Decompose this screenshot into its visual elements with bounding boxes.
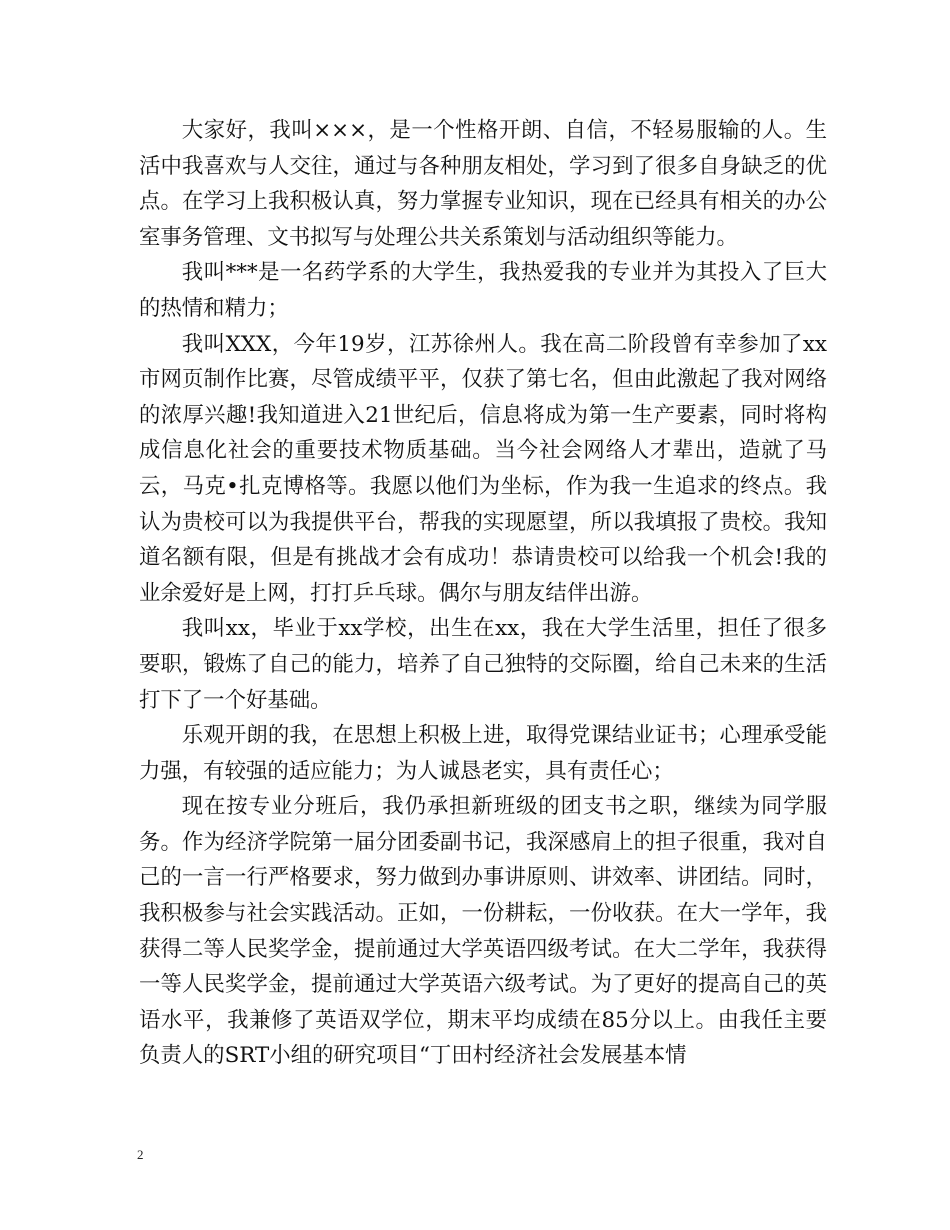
document-body <box>139 113 827 1074</box>
paragraph-4: 我叫xx，毕业于xx学校，出生在xx，我在大学生活里，担任了很多要职，锻炼了自己的能力，培养了自己独特的交际圈，给自己未来的生活打下了一个好基础。 <box>139 616 827 713</box>
page-number: 2 <box>137 1147 144 1162</box>
paragraph-6: 现在按专业分班后，我仍承担新班级的团支书之职，继续为同学服务。作为经济学院第一届分团委副书记，我深感肩上的担子很重，我对自己的一言一行严格要求，努力做到办事讲原则、讲效率、讲团结。同时，我积极参与社会实践活动。正如，一份耕耘，一份收获。在大一学年，我获得二等人民奖学金，提前通过大学英语四级考试。在大二学年，我获得一等人民奖学金，提前通过大学英语六级考试。为了更好的提高自己的英语水平，我兼修了英语双学位，期末平均成绩在85分以上。由我任主要负责人的SRT小组的研究项目“丁田村经济社会发展基本情 <box>139 794 827 1069</box>
paragraph-1: 大家好，我叫×××，是一个性格开朗、自信，不轻易服输的人。生活中我喜欢与人交往，通过与各种朋友相处，学习到了很多自身缺乏的优点。在学习上我积极认真，努力掌握专业知识，现在已经具有相关的办公室事务管理、文书拟写与处理公共关系策划与活动组织等能力。 <box>139 118 827 250</box>
paragraph-3: 我叫XXX，今年19岁，江苏徐州人。我在高二阶段曾有幸参加了xx市网页制作比赛，尽管成绩平平，仅获了第七名，但由此激起了我对网络的浓厚兴趣!我知道进入21世纪后，信息将成为第一生产要素，同时将构成信息化社会的重要技术物质基础。当今社会网络人才辈出，造就了马云，马克•扎克博格等。我愿以他们为坐标，作为我一生追求的终点。我认为贵校可以为我提供平台，帮我的实现愿望，所以我填报了贵校。我知道名额有限，但是有挑战才会有成功！恭请贵校可以给我一个机会!我的业余爱好是上网，打打乒乓球。偶尔与朋友结伴出游。 <box>139 331 827 606</box>
paragraph-5: 乐观开朗的我，在思想上积极上进，取得党课结业证书；心理承受能力强，有较强的适应能力；为人诚恳老实，具有责任心； <box>139 723 827 784</box>
paragraph-2: 我叫***是一名药学系的大学生，我热爱我的专业并为其投入了巨大的热情和精力； <box>139 260 827 321</box>
